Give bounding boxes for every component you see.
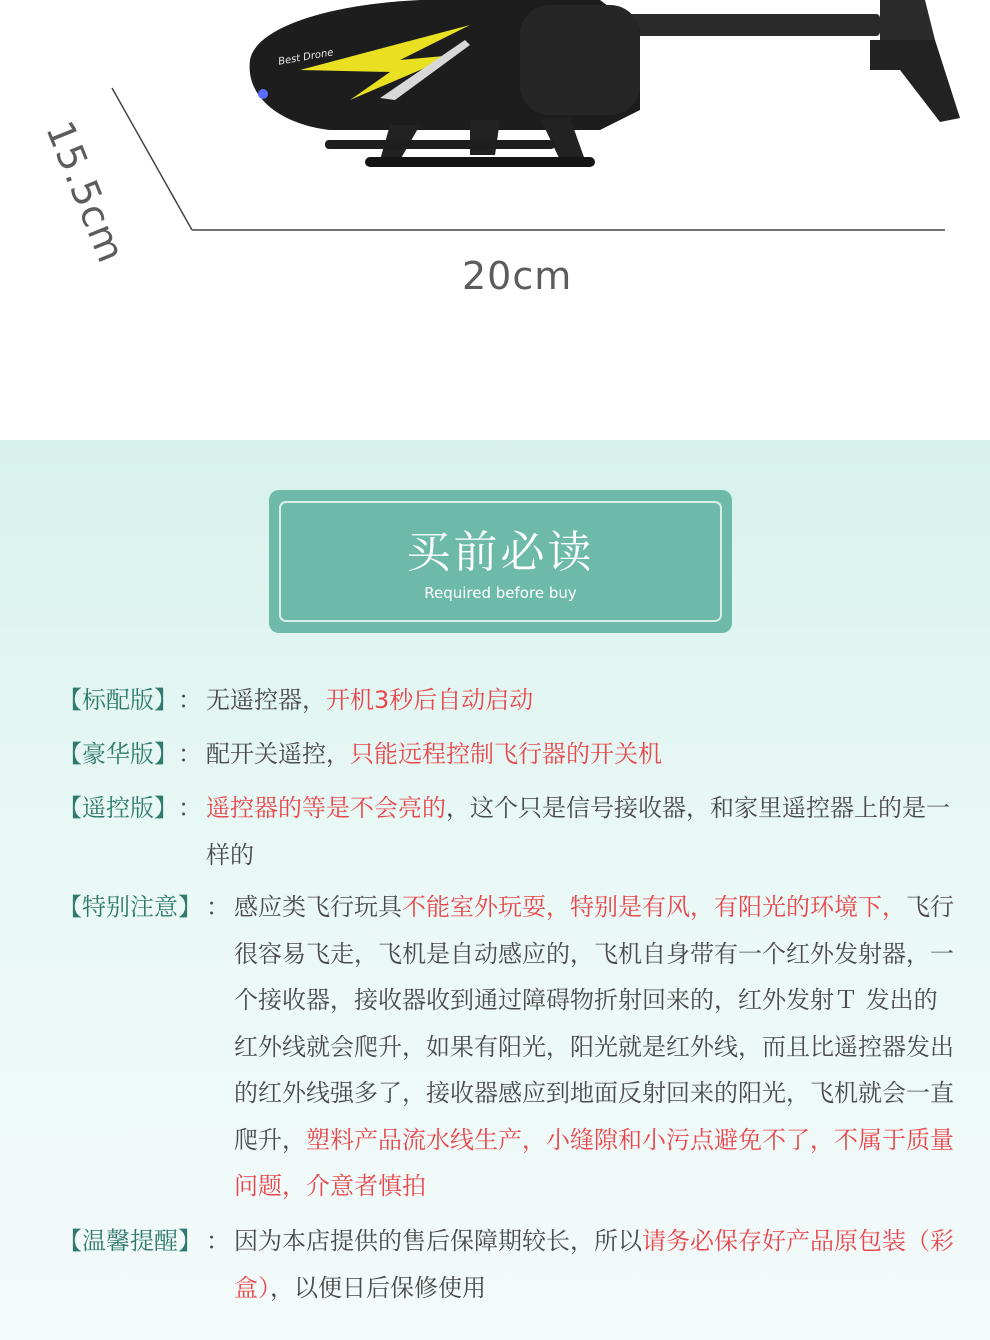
height-dimension-label: 15.5cm (37, 114, 134, 270)
notice-title: 买前必读 (406, 527, 595, 578)
row-highlight: 遥控器的等是不会亮的 (206, 794, 446, 822)
notice-panel (0, 440, 990, 1340)
row-highlight: 只能远程控制飞行器的开关机 (350, 740, 662, 768)
notice-row-special (58, 884, 960, 1214)
row-label: 【遥控版】 (58, 794, 178, 822)
row-text: 飞行很容易飞走，飞机是自动感应的，飞机自身带有一个红外发射器，一个接收器，接收器收到通过障碍物折射回来的，红外发射Ｔ 发出的红外线就会爬升，如果有阳光，阳光就是红外线，而且比遥控器发出的红外线强多了，接收器感应到地面反射回来的阳光，飞机就会一直爬升， (234, 893, 954, 1154)
row-body (206, 677, 960, 724)
product-image-area (0, 0, 990, 440)
notice-subtitle: Required before buy (424, 584, 577, 602)
row-body (206, 731, 960, 778)
row-label: 【标配版】 (58, 686, 178, 714)
notice-header (269, 490, 732, 633)
helicopter-illustration (0, 0, 990, 440)
row-text: ，以便日后保修使用 (270, 1273, 486, 1302)
row-body (234, 1218, 960, 1311)
row-body (206, 785, 960, 878)
width-dimension-label: 20cm (462, 254, 573, 298)
row-text: 配开关遥控， (206, 740, 350, 768)
row-colon: ： (206, 1227, 230, 1255)
row-highlight: 请务必保存好产品原包装（彩盒） (234, 1227, 954, 1302)
row-text: 感应类飞行玩具 (234, 893, 402, 921)
skid-front (365, 157, 595, 167)
engine-block (520, 5, 640, 115)
notice-row-deluxe (58, 731, 960, 779)
row-highlight: 塑料产品流水线生产，小缝隙和小污点避免不了，不属于质量问题，介意者慎拍 (234, 1125, 954, 1200)
row-label: 【特别注意】 (58, 893, 202, 921)
row-label: 【温馨提醒】 (58, 1227, 202, 1255)
row-highlight: 开机3秒后自动启动 (326, 686, 534, 714)
notice-row-standard (58, 677, 960, 725)
row-text: 无遥控器， (206, 686, 326, 714)
row-body (234, 884, 960, 1210)
landing-leg-mid (470, 120, 500, 155)
skid-back (325, 140, 555, 149)
led-light (258, 89, 268, 99)
row-colon: ： (206, 893, 230, 921)
row-label: 【豪华版】 (58, 740, 178, 768)
tail-fin (870, 40, 960, 122)
notice-row-reminder (58, 1218, 960, 1314)
notice-row-remote (58, 785, 960, 881)
row-colon: ： (178, 794, 202, 822)
row-colon: ： (178, 686, 202, 714)
brand-text: Best Drone (277, 47, 335, 68)
height-dimension-line (112, 88, 192, 230)
row-colon: ： (178, 740, 202, 768)
row-highlight: 不能室外玩耍，特别是有风，有阳光的环境下， (402, 893, 906, 921)
tail-boom (600, 14, 880, 36)
row-text: 因为本店提供的售后保障期较长，所以 (234, 1227, 642, 1255)
tail-rotor-hub (880, 0, 935, 40)
row-text: ，这个只是信号接收器，和家里遥控器上的是一样的 (206, 794, 950, 869)
